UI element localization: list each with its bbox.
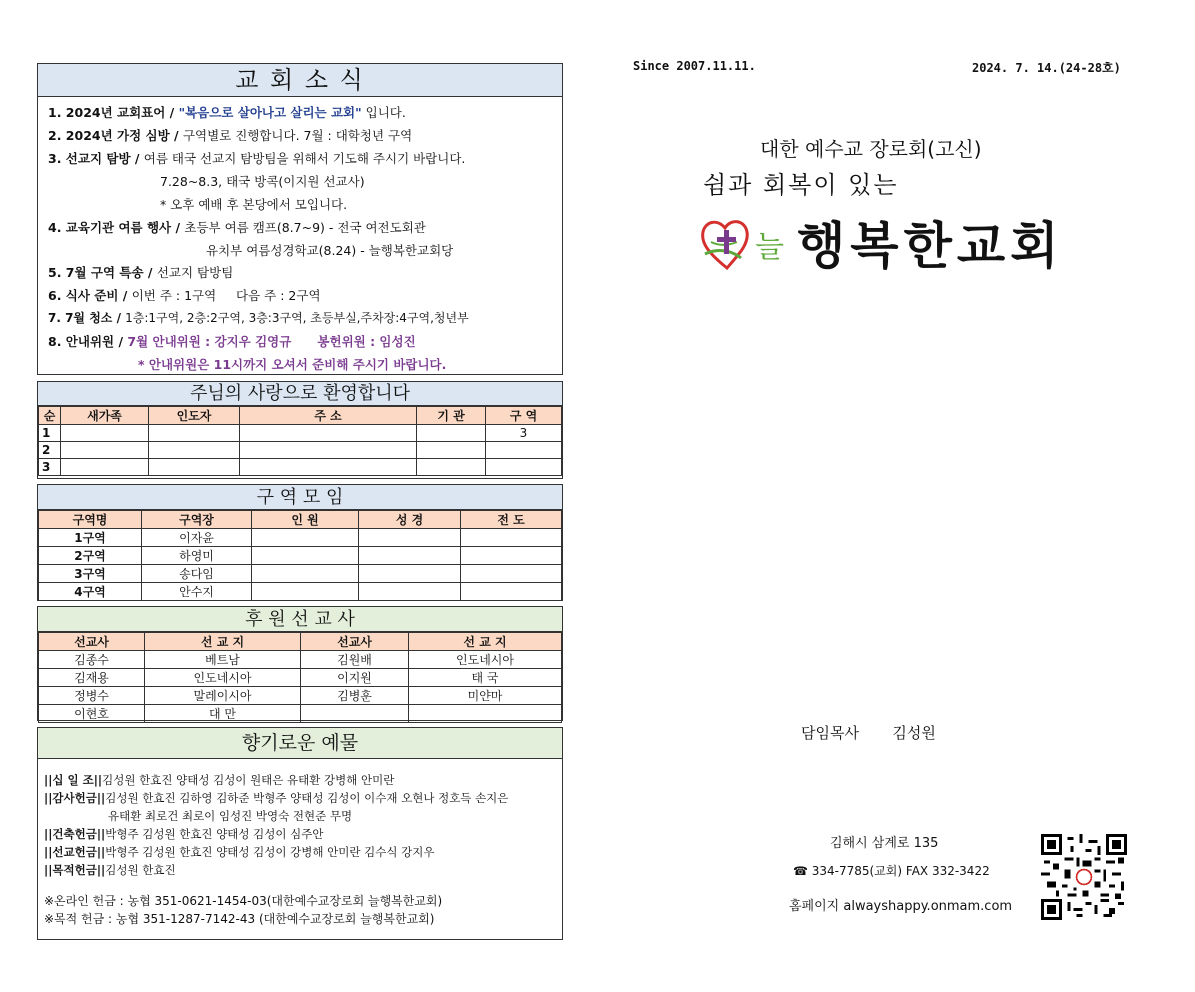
pastor: 담임목사 김성원 xyxy=(801,724,936,742)
table-cell: 3 xyxy=(486,425,562,442)
table-cell xyxy=(301,705,409,723)
table-row xyxy=(39,651,562,669)
col-header: 선교사 xyxy=(39,633,145,651)
phone: ☎ 334-7785(교회) FAX 332-3422 xyxy=(793,864,990,878)
table-cell xyxy=(486,459,562,476)
col-header: 선 교 지 xyxy=(145,633,301,651)
table-row xyxy=(39,583,562,601)
col-header: 순 xyxy=(39,407,61,425)
table-cell xyxy=(461,547,562,565)
table-row xyxy=(39,425,562,442)
denomination: 대한 예수교 장로회(고신) xyxy=(760,137,982,161)
table-cell: 하영미 xyxy=(142,547,252,565)
col-header: 인 원 xyxy=(252,511,359,529)
offering-purpose: ||목적헌금||김성원 한효진 xyxy=(44,863,176,877)
qr-code-icon xyxy=(1041,834,1127,920)
col-header: 구역명 xyxy=(39,511,142,529)
table-cell xyxy=(486,442,562,459)
table-cell: 김원배 xyxy=(301,651,409,669)
col-header: 구역장 xyxy=(142,511,252,529)
table-cell: 2구역 xyxy=(39,547,142,565)
col-header: 선교사 xyxy=(301,633,409,651)
news-item-7: 7. 7월 청소 / 1층:1구역, 2층:2구역, 3층:3구역, 초등부실,주차장:4구역,청년부 xyxy=(48,311,469,325)
news-item-8-note: * 안내위원은 11시까지 오셔서 준비해 주시기 바랍니다. xyxy=(138,357,447,372)
col-header: 전 도 xyxy=(461,511,562,529)
table-cell xyxy=(417,425,486,442)
church-name: 행복한교회 xyxy=(797,217,1064,275)
since-date: Since 2007.11.11. xyxy=(633,59,756,73)
table-cell xyxy=(61,425,149,442)
table-cell xyxy=(409,705,562,723)
table-row xyxy=(39,705,562,723)
groups-section xyxy=(37,484,563,601)
news-item-8: 8. 안내위원 / 7월 안내위원 : 강지우 김영규 봉헌위원 : 임성진 xyxy=(48,334,416,349)
col-header: 주 소 xyxy=(240,407,417,425)
news-item-3-note: * 오후 예배 후 본당에서 모입니다. xyxy=(160,197,348,212)
table-cell: 3구역 xyxy=(39,565,142,583)
table-cell xyxy=(252,529,359,547)
table-cell: 이현호 xyxy=(39,705,145,723)
table-cell: 송다임 xyxy=(142,565,252,583)
table-row xyxy=(39,565,562,583)
table-cell: 태 국 xyxy=(409,669,562,687)
col-header: 성 경 xyxy=(359,511,461,529)
table-cell xyxy=(359,547,461,565)
table-cell: 안수지 xyxy=(142,583,252,601)
table-row xyxy=(39,529,562,547)
table-cell: 미얀마 xyxy=(409,687,562,705)
col-header: 구 역 xyxy=(486,407,562,425)
table-cell xyxy=(240,459,417,476)
table-header-row xyxy=(39,511,562,529)
table-row xyxy=(39,669,562,687)
missionaries-title: 후 원 선 교 사 xyxy=(38,607,562,632)
missionaries-section xyxy=(37,606,563,721)
news-item-1: 1. 2024년 교회표어 / "복음으로 살아나고 살리는 교회" 입니다. xyxy=(48,105,406,120)
table-header-row xyxy=(39,633,562,651)
table-row xyxy=(39,687,562,705)
table-cell xyxy=(149,459,240,476)
news-item-5: 5. 7월 구역 특송 / 선교지 탐방팀 xyxy=(48,265,234,280)
news-item-4-detail: 유치부 여름성경학교(8.24) - 늘행복한교회당 xyxy=(206,243,454,258)
table-cell xyxy=(461,529,562,547)
welcome-title: 주님의 사랑으로 환영합니다 xyxy=(38,382,562,406)
offering-building: ||건축헌금||박형주 김성원 한효진 양태성 김성이 심주안 xyxy=(44,827,324,841)
table-cell: 말레이시아 xyxy=(145,687,301,705)
address: 김해시 삼계로 135 xyxy=(830,836,939,851)
news-item-2: 2. 2024년 가정 심방 / 구역별로 진행합니다. 7월 : 대학청년 구역 xyxy=(48,128,413,143)
table-header-row xyxy=(39,407,562,425)
news-section xyxy=(37,63,563,375)
col-header: 선 교 지 xyxy=(409,633,562,651)
table-cell xyxy=(359,583,461,601)
table-cell xyxy=(461,565,562,583)
table-cell: 김종수 xyxy=(39,651,145,669)
table-cell: 정병수 xyxy=(39,687,145,705)
table-row xyxy=(39,547,562,565)
table-cell xyxy=(359,529,461,547)
table-cell xyxy=(417,442,486,459)
offering-tithe: ||십 일 조||김성원 한효진 양태성 김성이 원태은 유태환 강병해 안미란 xyxy=(44,773,395,787)
table-cell xyxy=(252,583,359,601)
table-cell: 이자윤 xyxy=(142,529,252,547)
logo-always-text: 늘 xyxy=(755,230,784,265)
news-item-3-detail: 7.28~8.3, 태국 방콕(이지원 선교사) xyxy=(160,174,365,189)
offering-thanks-cont: 유태환 최로건 최로이 임성진 박영숙 전현준 무명 xyxy=(108,809,353,823)
homepage: 홈페이지 alwayshappy.onmam.com xyxy=(789,899,1013,914)
col-header: 새가족 xyxy=(61,407,149,425)
table-cell: 김재용 xyxy=(39,669,145,687)
qr-code-svg xyxy=(1041,834,1127,920)
slogan: 쉼과 회복이 있는 xyxy=(703,171,899,199)
table-cell xyxy=(61,442,149,459)
table-cell xyxy=(252,547,359,565)
table-cell: 2 xyxy=(39,442,61,459)
offerings-section xyxy=(37,727,563,940)
offering-thanks: ||감사헌금||김성원 한효진 김하영 김하준 박형주 양태성 김성이 이수재 오현나 정호득 손지은 xyxy=(44,791,509,805)
groups-table xyxy=(38,510,562,601)
table-cell: 베트남 xyxy=(145,651,301,669)
table-cell: 대 만 xyxy=(145,705,301,723)
table-cell: 1구역 xyxy=(39,529,142,547)
table-cell xyxy=(240,425,417,442)
table-cell xyxy=(149,425,240,442)
col-header: 인도자 xyxy=(149,407,240,425)
news-item-6: 6. 식사 준비 / 이번 주 : 1구역 다음 주 : 2구역 xyxy=(48,288,321,303)
news-item-4: 4. 교육기관 여름 행사 / 초등부 여름 캠프(8.7~9) - 전국 여전도회관 xyxy=(48,220,426,235)
table-cell xyxy=(461,583,562,601)
welcome-section xyxy=(37,381,563,479)
col-header: 기 관 xyxy=(417,407,486,425)
table-cell xyxy=(61,459,149,476)
table-cell xyxy=(240,442,417,459)
table-cell: 인도네시아 xyxy=(145,669,301,687)
table-cell xyxy=(149,442,240,459)
purpose-account: ※목적 헌금 : 농협 351-1287-7142-43 (대한예수교장로회 늘행복한교회) xyxy=(44,912,435,926)
table-row xyxy=(39,442,562,459)
groups-title: 구 역 모 임 xyxy=(38,485,562,510)
table-cell: 이지원 xyxy=(301,669,409,687)
table-cell: 3 xyxy=(39,459,61,476)
table-cell: 인도네시아 xyxy=(409,651,562,669)
issue-date: 2024. 7. 14.(24-28호) xyxy=(972,61,1121,75)
offering-mission: ||선교헌금||박형주 김성원 한효진 양태성 김성이 강병해 안미란 김수식 강지우 xyxy=(44,845,435,859)
news-item-3: 3. 선교지 탐방 / 여름 태국 선교지 탐방팀을 위해서 기도해 주시기 바랍니다. xyxy=(48,151,466,166)
offerings-title: 향기로운 예물 xyxy=(38,728,562,759)
table-cell: 1 xyxy=(39,425,61,442)
news-title: 교 회 소 식 xyxy=(38,64,562,97)
table-cell xyxy=(359,565,461,583)
missionaries-table xyxy=(38,632,562,723)
table-cell: 김병훈 xyxy=(301,687,409,705)
welcome-table xyxy=(38,406,562,476)
table-row xyxy=(39,459,562,476)
table-cell xyxy=(417,459,486,476)
church-logo xyxy=(697,212,797,274)
online-account: ※온라인 헌금 : 농협 351-0621-1454-03(대한예수교장로회 늘행복한교회) xyxy=(44,894,443,908)
table-cell: 4구역 xyxy=(39,583,142,601)
table-cell xyxy=(252,565,359,583)
